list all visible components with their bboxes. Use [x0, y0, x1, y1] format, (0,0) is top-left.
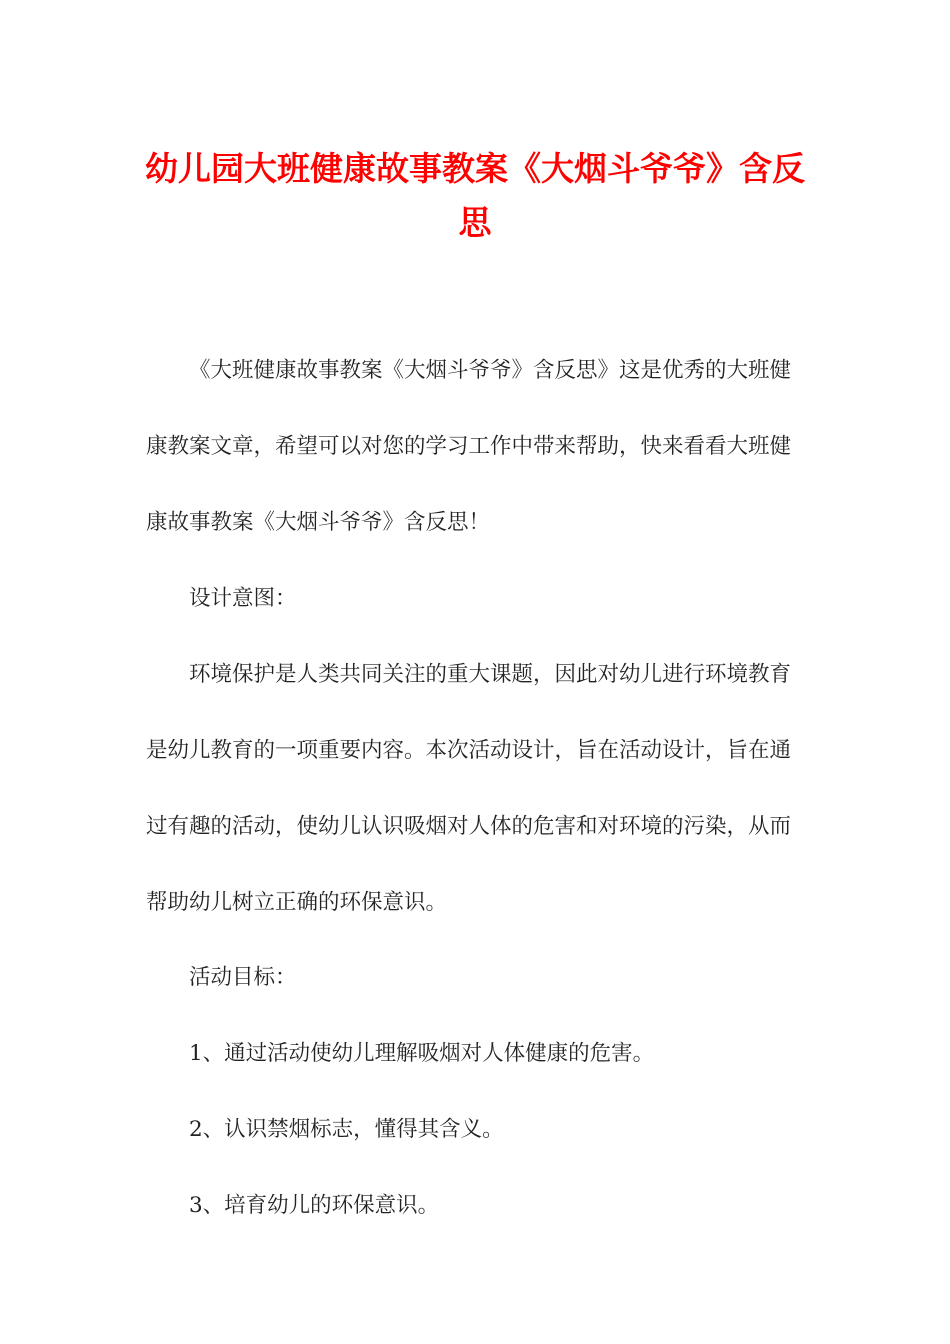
design-intent-paragraph: 环境保护是人类共同关注的重大课题，因此对幼儿进行环境教育是幼儿教育的一项重要内容。本次活动设计，旨在活动设计，旨在通过有趣的活动，使幼儿认识吸烟对人体的危害和对环境的污染，从而帮助幼儿树立正确的环保意识。 [146, 662, 792, 915]
activity-goals-heading: 活动目标： [189, 965, 297, 990]
goal-item-3: 3、培育幼儿的环保意识。 [189, 1193, 440, 1218]
goal-item-2: 2、认识禁烟标志，懂得其含义。 [189, 1117, 504, 1142]
intro-paragraph: 《大班健康故事教案《大烟斗爷爷》含反思》这是优秀的大班健康教案文章，希望可以对您的学习工作中带来帮助，快来看看大班健康故事教案《大烟斗爷爷》含反思！ [146, 358, 792, 535]
design-intent-heading: 设计意图： [189, 586, 297, 611]
document-title: 幼儿园大班健康故事教案《大烟斗爷爷》含反思 [145, 149, 805, 242]
goal-item-1: 1、通过活动使幼儿理解吸烟对人体健康的危害。 [189, 1041, 655, 1066]
